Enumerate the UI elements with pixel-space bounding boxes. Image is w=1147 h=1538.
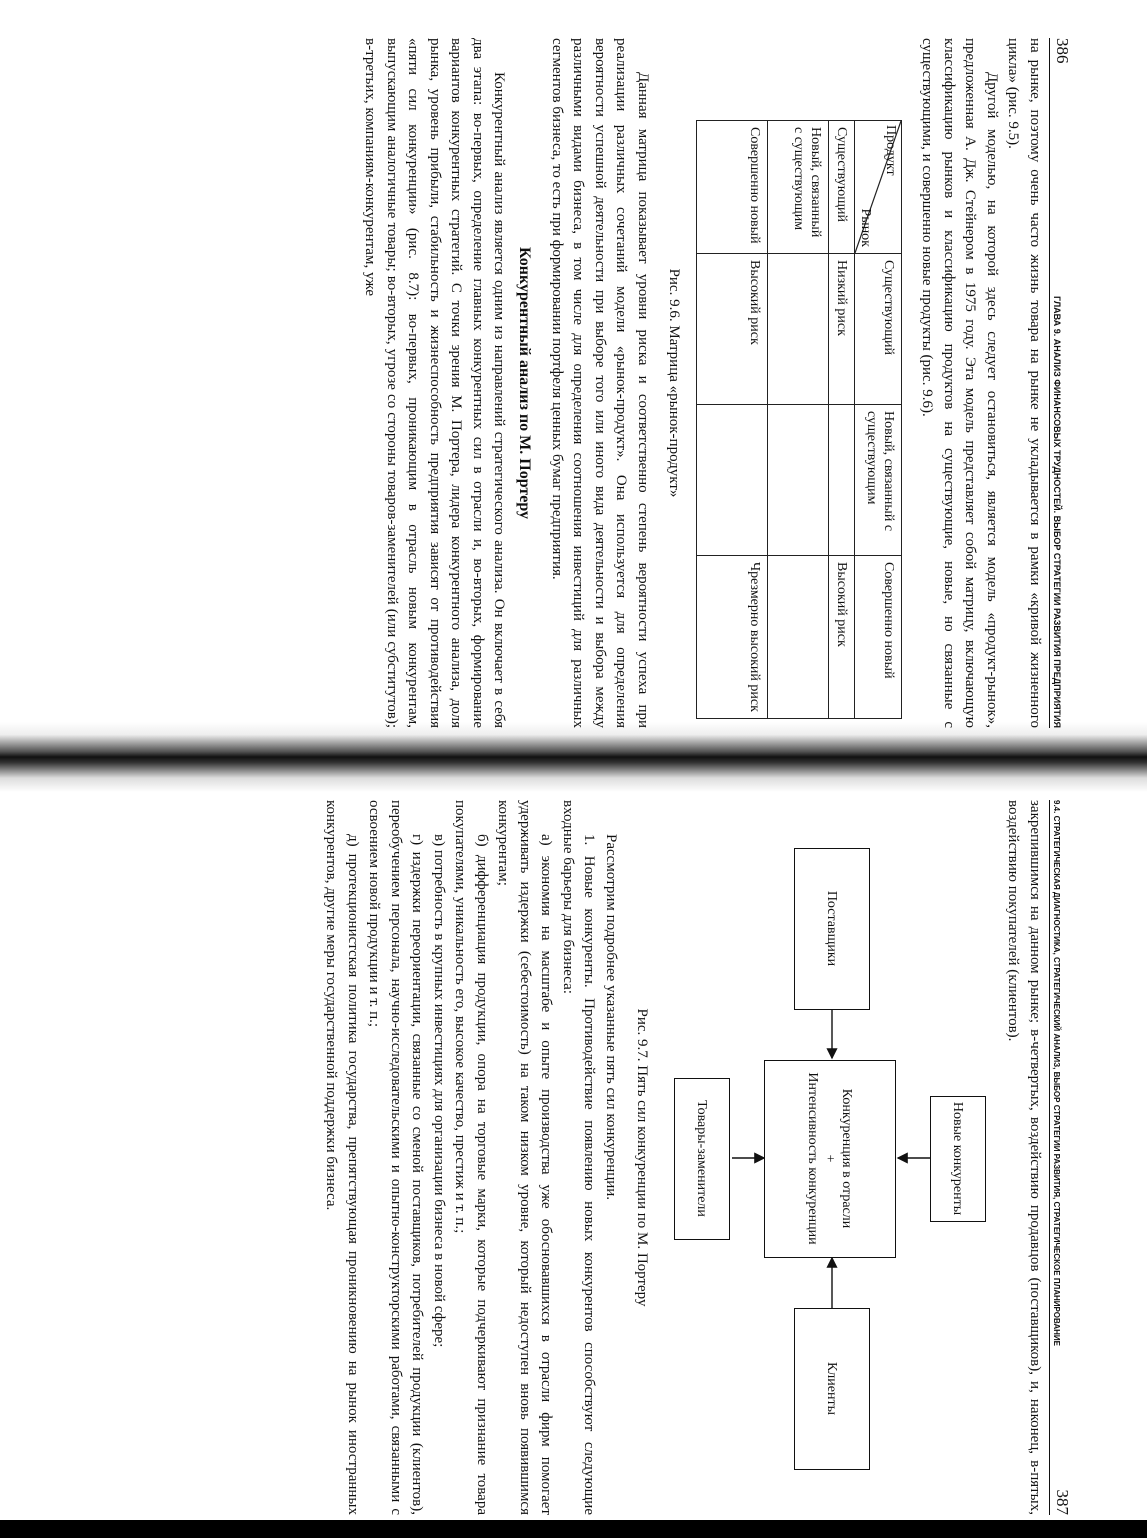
matrix-col-header: Новый, связанный с существующим [855,405,902,556]
paragraph: Конкурентный анализ является одним из направлений стратегического анализа. Он включает в себя два этапа: во-первых, определение главных конкурентных сил в отрасли и, во-вторых, формирование вариантов конкурентных стратегий. С точки зрения М. Портера, лидера конкурентного анализа, доля рынка, уровень прибыли, стабильность и жизнеспособность предприятия зависят от противодействия «пяти сил конкуренции» (рис. 8.7): во-первых, проникающим в отрасль новым конкурентам, выпускающим аналогичные товары; во-вторых, угрозе со стороны товаров-заменителей (или субститутов); в-третьих, компаниям-конкурентам, уже [362,38,508,728]
paragraph: закрепившимся на данном рынке; в-четвертых, воздействию продавцов (поставщиков), и, наконец, в-пятых, воздействию покупателей (клиентов). [1005,800,1043,1515]
running-header [1049,38,1072,728]
matrix-cell [829,405,855,556]
paragraph: Рассмотрим подробнее указанные пять сил конкуренции. [603,834,619,1201]
matrix-cell [768,405,829,556]
matrix-row-header: Совершенно новый [697,121,768,254]
running-head-text: 9.4. СТРАТЕГИЧЕСКАЯ ДИАГНОСТИКА, СТРАТЕГИЧЕСКИЙ АНАЛИЗ, ВЫБОР СТРАТЕГИИ РАЗВИТИЯ, СТРАТЕГИЧЕСКОЕ ПЛАНИРОВАНИЕ [1052,800,1061,1346]
matrix-cell: Высокий риск [829,556,855,719]
paragraph: г) издержки переориентации, связанные со сменой поставщиков, потребителей продукции (клиентов), переобучением персонала, научно-исследовательскими и опытно-конструкторскими работами, связанными с освоением новой продукции и т. п.; [366,800,426,1515]
section-title: Конкурентный анализ по М. Портеру [516,246,534,520]
paragraph: в) потребность в крупных инвестициях для организации бизнеса в новой сфере; [431,834,447,1348]
matrix-row-header: Существующий [829,121,855,254]
new-competitors-box: Новые конкуренты [930,1096,986,1222]
paragraph: а) экономия на масштабе и опыте производства уже обосновавшихся в отрасли фирм помогает удерживать издержки (себестоимость) на таком низком уровне, который недоступен вновь появившимся конкурентам; [495,800,555,1515]
matrix-cell [768,556,829,719]
center-label: Конкуренция в отрасли [839,1088,855,1229]
paragraph: Другой моделью, на которой здесь следует остановиться, является модель «продукт-рынок», предложенная А. Дж. Стейнером в 1975 году. Эта модель представляет собой матрицу, включающую классификацию рынков и классификацию продуктов на существующие, новые, но связанные с существующими, и совершенно новые продукты (рис. 9.6). [919,38,1000,728]
running-head-text: ГЛАВА 9. АНАЛИЗ ФИНАНСОВЫХ ТРУДНОСТЕЙ. ВЫБОР СТРАТЕГИИ РАЗВИТИЯ ПРЕДПРИЯТИЯ [1052,295,1062,728]
page-number: 386 [1053,38,1072,64]
paragraph: на рынке, поэтому очень часто жизнь товара на рынке не укладывается в рамки «кривой жизненного цикла» (рис. 9.5). [1005,38,1043,728]
paragraph: Данная матрица показывает уровни риска и соответственно степень вероятности успеха при реализации различных сочетаний модели «рынок-продукт». Она используется для определения вероятности успешной деятельности при выборе того или иного вида деятельности и выбора между различными видами бизнеса, в том числе для определения соотношения инвестиций для различных сегментов бизнеса, то есть при формировании портфеля ценных бумаг предприятия. [549,38,651,728]
center-label: Интенсивность конкуренции [805,1072,821,1245]
paragraph: б) дифференциация продукции, опора на торговые марки, которые подчеркивают признание товара покупателями, уникальность его, высокое качество, престиж и т. п.; [452,800,490,1515]
page-number: 387 [1053,1489,1072,1515]
figure-caption: Рис. 9.6. Матрица «рынок-продукт» [666,268,682,498]
matrix-row-header: Новый, связанный с существующим [768,121,829,254]
matrix-cell: Высокий риск [697,254,768,405]
matrix-col-header: Совершенно новый [855,556,902,719]
clients-box: Клиенты [794,1308,870,1470]
matrix-corner-cell [855,121,902,254]
matrix-cell [697,405,768,556]
plus-sign: + [822,1154,838,1163]
matrix-col-header: Существующий [855,254,902,405]
paragraph: 1. Новые конкуренты. Противодействие появлению новых конкурентов способствуют следующие входные барьеры для бизнеса: [560,800,598,1515]
corner-market-label: Рынок [858,208,873,247]
industry-competition-box [764,1060,896,1258]
running-header [1049,800,1072,1515]
matrix-cell [768,254,829,405]
market-product-matrix [696,120,902,719]
figure-caption: Рис. 9.7. Пять сил конкуренции по М. Портеру [634,1008,650,1307]
book-spine [0,722,1147,792]
matrix-cell: Чрезмерно высокий риск [697,556,768,719]
matrix-cell: Низкий риск [829,254,855,405]
substitutes-box: Товары-заменители [674,1078,730,1240]
paragraph: д) протекционистская политика государства, препятствующая проникновению на рынок иностранных конкурентов, другие меры государственной поддержки бизнеса. [323,800,361,1515]
scan-edge [0,1520,1147,1538]
page-386 [32,38,1072,728]
five-forces-diagram [664,838,994,1478]
suppliers-box: Поставщики [794,848,870,1010]
corner-product-label: Продукт [883,125,898,176]
page-387 [32,800,1072,1515]
